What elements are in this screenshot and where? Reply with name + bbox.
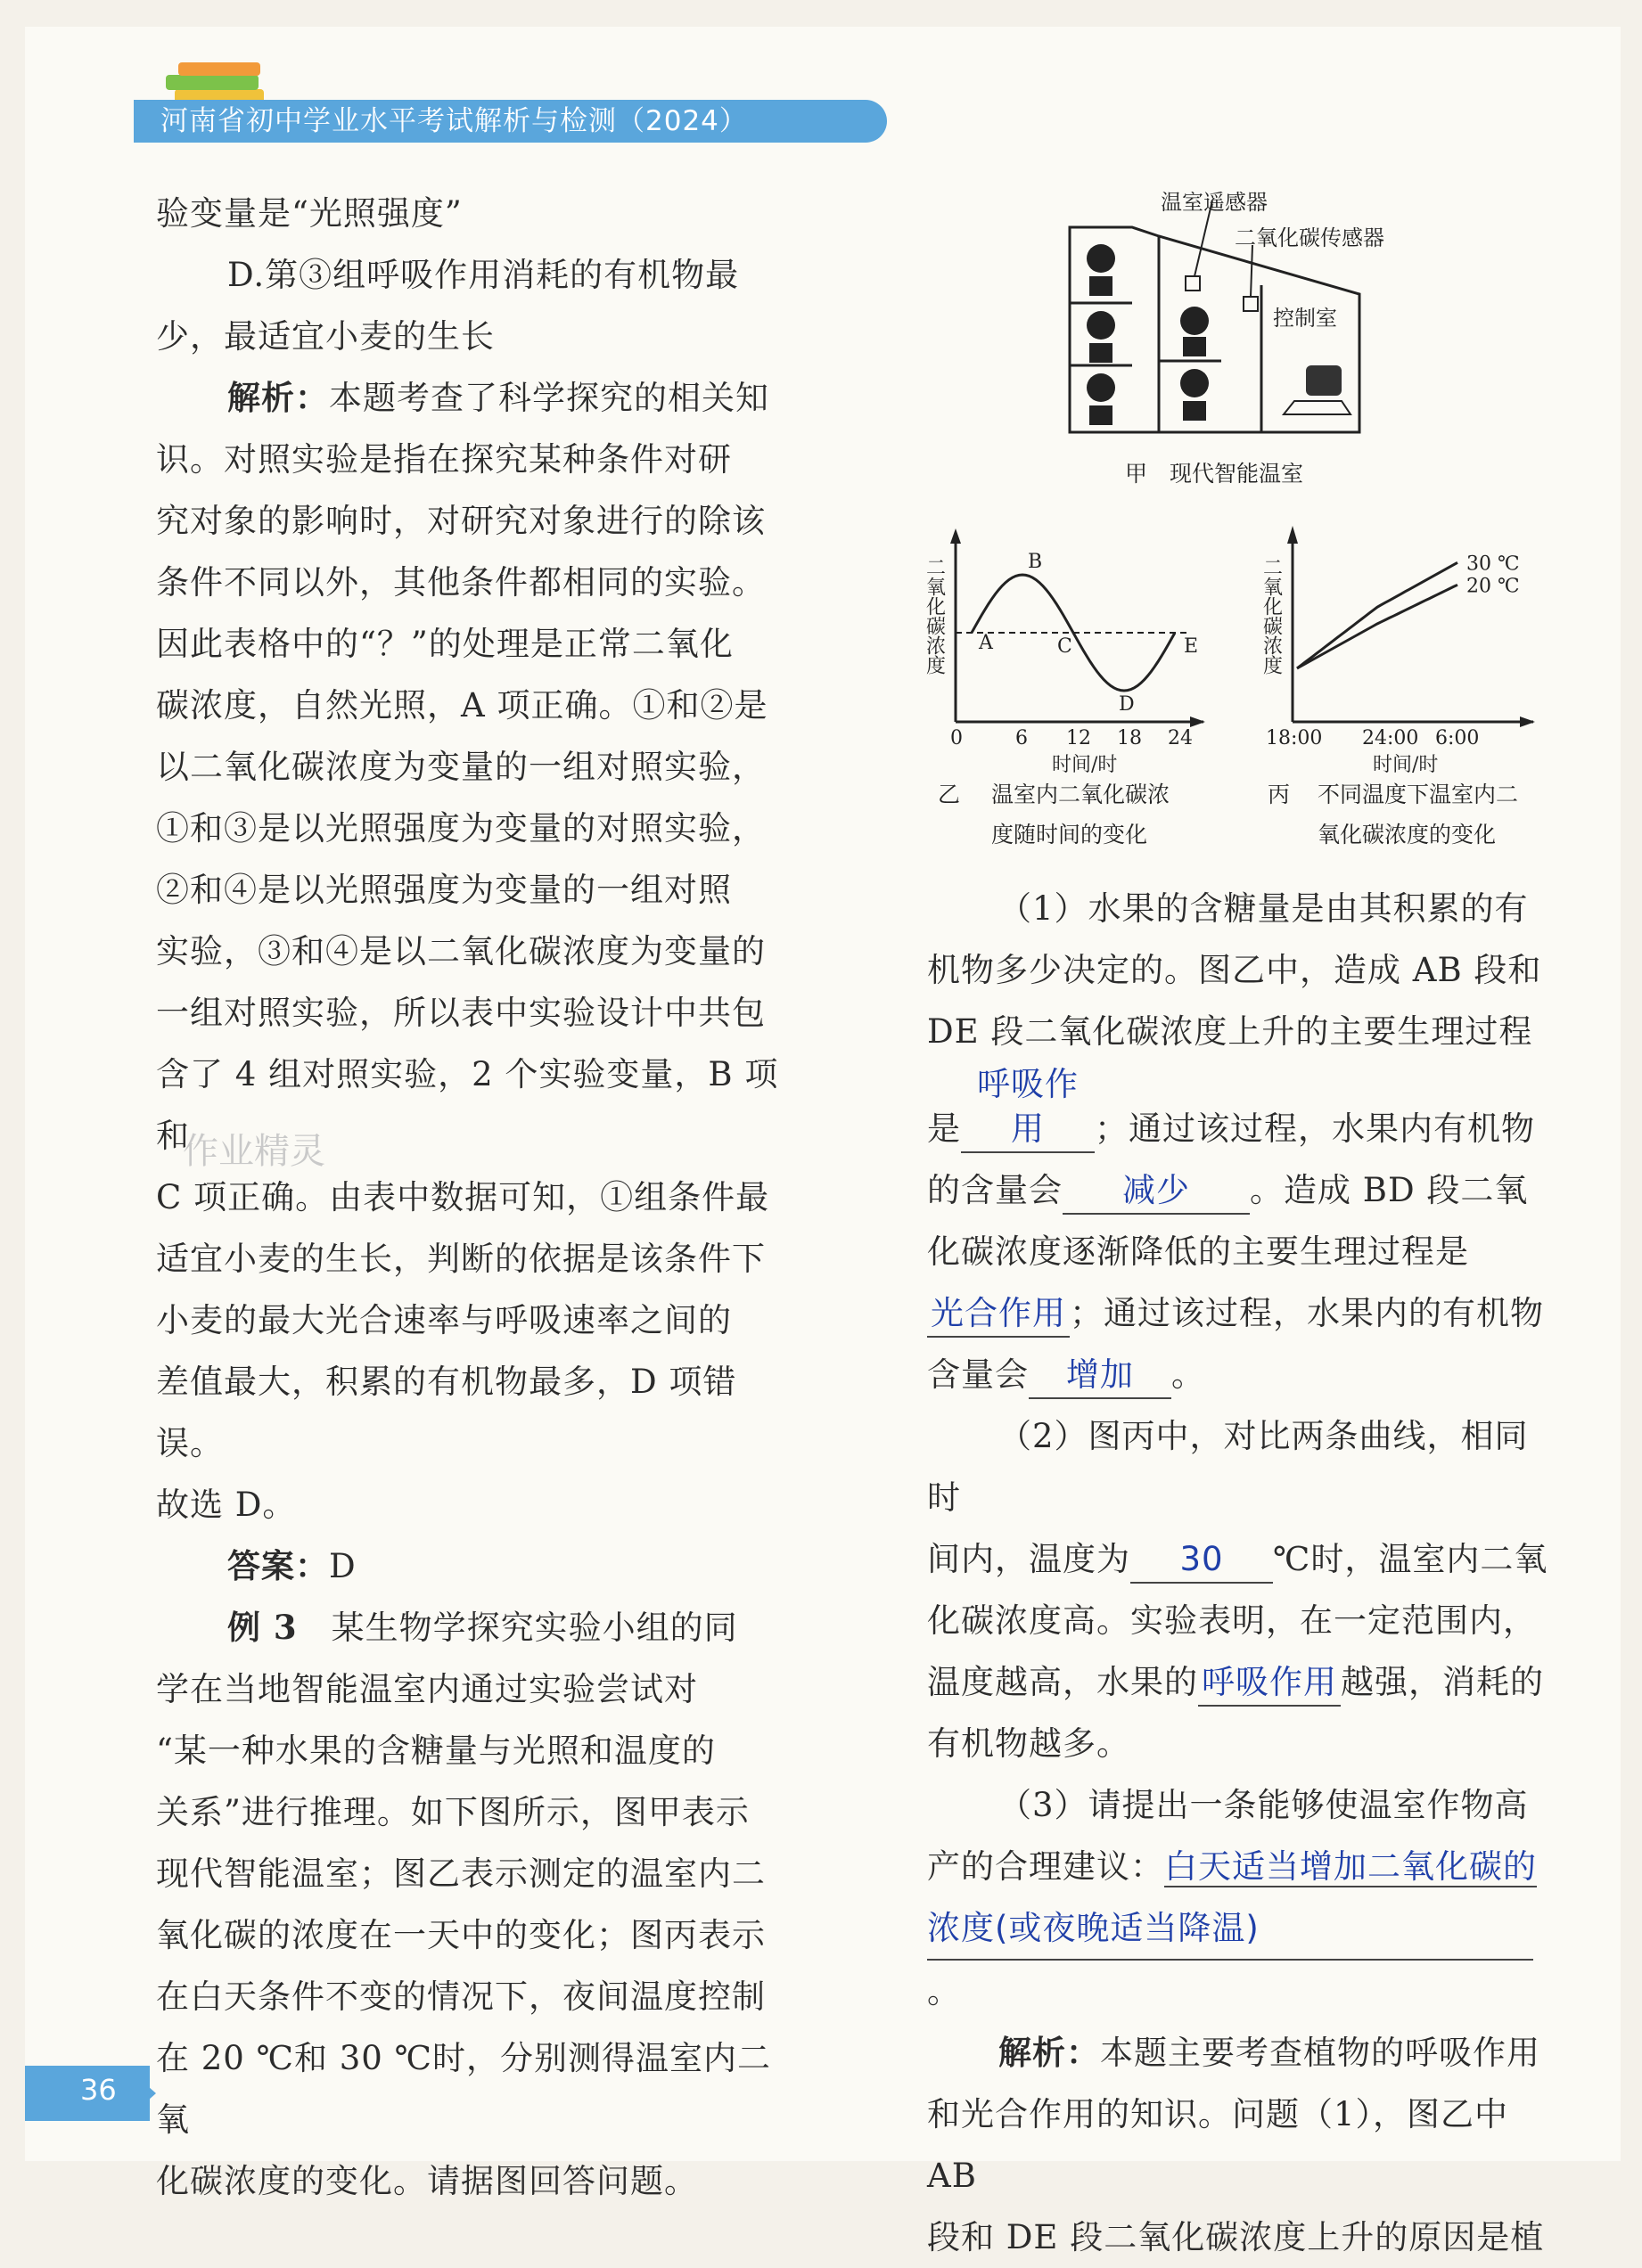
chart-yi — [918, 521, 1212, 860]
text-line — [927, 1897, 1551, 2022]
text-span: ；通过该过程，水果内的有机物 — [1070, 1294, 1544, 1332]
question-1: （1）水果的含糖量是由其积累的有 — [998, 889, 1529, 928]
point-label-a: A — [979, 632, 993, 654]
text-line: 在 20 ℃和 30 ℃时，分别测得温室内二氧 — [156, 2039, 771, 2139]
answer-blank-5: 30 — [1130, 1537, 1273, 1584]
text-line: 少，最适宜小麦的生长 — [156, 317, 495, 356]
watermark: 作业精灵 — [183, 1131, 325, 1172]
series-line-20c — [1297, 585, 1457, 668]
text-line: 段和 DE 段二氧化碳浓度上升的原因是植 — [927, 2218, 1545, 2256]
x-tick-label: 24:00 — [1362, 727, 1419, 749]
text-span: 的含量会 — [927, 1171, 1063, 1209]
text-line: 学在当地智能温室内通过实验尝试对 — [156, 1670, 698, 1708]
x-tick-label: 24 — [1168, 727, 1193, 749]
text-line — [927, 1651, 1551, 1713]
answer-blank-3: 光合作用 — [927, 1291, 1070, 1338]
text-line — [927, 1159, 1551, 1221]
point-label-c: C — [1057, 635, 1072, 658]
x-axis-label: 时间/时 — [1373, 754, 1439, 776]
right-column — [927, 878, 1551, 2268]
example-3 — [156, 1597, 780, 1658]
x-tick-label: 18:00 — [1266, 727, 1323, 749]
remote-sensor-label: 温室遥感器 — [1161, 192, 1268, 215]
text-line: 识。对照实验是指在探究某种条件对研 — [156, 440, 732, 479]
figure-jia — [1061, 192, 1391, 495]
text-line: 化碳浓度逐渐降低的主要生理过程是 — [927, 1232, 1469, 1271]
text-span: 某生物学探究实验小组的同 — [331, 1609, 738, 1647]
point-label-d: D — [1119, 693, 1135, 716]
answer-blank-4: 增加 — [1029, 1353, 1171, 1399]
text-span: 是 — [927, 1109, 961, 1148]
answer-blank-1: 呼吸作用 — [961, 1062, 1095, 1153]
text-line: 机物多少决定的。图乙中，造成 AB 段和 — [927, 951, 1542, 989]
x-tick-label: 12 — [1066, 727, 1091, 749]
text-line: 验变量是“光照强度” — [156, 194, 463, 233]
question-3: （3）请提出一条能够使温室作物高 — [998, 1786, 1529, 1824]
text-line: 差值最大，积累的有机物最多，D 项错误。 — [156, 1363, 737, 1462]
answer-blank-7: 白天适当增加二氧化碳的 — [1164, 1847, 1537, 1886]
question-2: （2）图丙中，对比两条曲线，相同时 — [927, 1417, 1529, 1517]
text-line: 化碳浓度的变化。请据图回答问题。 — [156, 2162, 698, 2200]
caption-prefix: 丙 — [1268, 782, 1291, 807]
caption-line: 氧化碳浓度的变化 — [1318, 822, 1497, 847]
text-line: “某一种水果的含糖量与光照和温度的 — [156, 1732, 716, 1770]
text-line: 条件不同以外，其他条件都相同的实验。 — [156, 563, 766, 602]
answer-blank-6: 呼吸作用 — [1198, 1660, 1341, 1707]
page-corner — [125, 2066, 156, 2121]
text-line: 一组对照实验，所以表中实验设计中共包 — [156, 994, 766, 1032]
analysis-paragraph — [156, 367, 780, 429]
remote-sensor-icon — [1186, 276, 1200, 291]
text-line: DE 段二氧化碳浓度上升的主要生理过程 — [927, 1012, 1533, 1051]
text-line — [927, 1528, 1551, 1590]
legend-label: 30 ℃ — [1466, 553, 1520, 576]
monitor-icon — [1306, 365, 1342, 396]
answer-blank-7-cont: 浓度(或夜晚适当降温) — [927, 1897, 1533, 1961]
caption-line: 温室内二氧化碳浓 — [991, 782, 1170, 807]
text-line: 和光合作用的知识。问题（1），图乙中 AB — [927, 2095, 1509, 2195]
series-line-30c — [1297, 562, 1457, 668]
text-line — [927, 1836, 1551, 1897]
analysis-paragraph — [927, 2022, 1551, 2084]
point-label-b: B — [1028, 551, 1043, 573]
y-axis-label: 二氧化碳浓度 — [1260, 557, 1283, 675]
text-line: 氧化碳的浓度在一天中的变化；图丙表示 — [156, 1916, 766, 1954]
point-label-e: E — [1184, 635, 1199, 658]
text-line: 化碳浓度高。实验表明，在一定范围内， — [927, 1601, 1537, 1640]
text-span: ；通过该过程，水果内有机物 — [1095, 1109, 1535, 1148]
text-line: 小麦的最大光合速率与呼吸速率之间的 — [156, 1301, 732, 1339]
text-line: 以二氧化碳浓度为变量的一组对照实验， — [156, 748, 766, 786]
text-line: 故选 D。 — [156, 1486, 297, 1524]
co2-sensor-icon — [1244, 297, 1258, 311]
analysis-label: 解析： — [998, 2033, 1100, 2072]
example-label: 例 3 — [227, 1608, 298, 1647]
text-span: 。 — [1171, 1355, 1205, 1394]
analysis-label: 解析： — [227, 378, 329, 417]
text-line — [927, 1062, 1551, 1159]
text-line: 在白天条件不变的情况下，夜间温度控制 — [156, 1977, 766, 2016]
answer-value: D — [329, 1547, 357, 1585]
option-d: D.第③组呼吸作用消耗的有机物最 — [227, 256, 740, 294]
answer-label: 答案： — [227, 1546, 329, 1585]
text-span: 含量会 — [927, 1355, 1029, 1394]
text-span: 间内，温度为 — [927, 1540, 1130, 1578]
x-axis-label: 时间/时 — [1052, 754, 1118, 776]
control-room-label: 控制室 — [1273, 306, 1337, 331]
text-span: ℃时，温室内二氧 — [1273, 1540, 1548, 1578]
text-line: 现代智能温室；图乙表示测定的温室内二 — [156, 1855, 766, 1893]
text-line: 实验，③和④是以二氧化碳浓度为变量的 — [156, 932, 766, 970]
x-tick-label: 0 — [950, 727, 963, 749]
text-line — [927, 1344, 1551, 1405]
x-tick-label: 18 — [1117, 727, 1142, 749]
text-line: ①和③是以光照强度为变量的对照实验， — [156, 809, 766, 847]
text-line: 适宜小麦的生长，判断的依据是该条件下 — [156, 1240, 766, 1278]
y-axis-label: 二氧化碳浓度 — [923, 557, 946, 675]
left-column — [156, 183, 780, 2212]
x-tick-label: 6 — [1015, 727, 1028, 749]
text-span: 越强，消耗的 — [1341, 1663, 1544, 1701]
answer-blank-2: 减少 — [1063, 1168, 1250, 1215]
text-line: 关系”进行推理。如下图所示，图甲表示 — [156, 1793, 750, 1831]
text-span: 。 — [927, 1972, 961, 2010]
x-tick-label: 6:00 — [1435, 727, 1480, 749]
chart-bing — [1257, 521, 1560, 860]
text-span: 本题考查了科学探究的相关知 — [329, 379, 769, 417]
page-number: 36 — [80, 2073, 117, 2107]
caption-line: 度随时间的变化 — [991, 822, 1148, 847]
text-line: 因此表格中的“？”的处理是正常二氧化 — [156, 625, 734, 663]
answer-line — [156, 1535, 780, 1597]
text-line: 究对象的影响时，对研究对象进行的除该 — [156, 502, 766, 540]
caption-prefix: 乙 — [938, 782, 961, 807]
figure-caption: 甲 现代智能温室 — [1125, 461, 1304, 487]
text-line: ②和④是以光照强度为变量的一组对照 — [156, 871, 732, 909]
plant-icon — [1087, 244, 1209, 425]
text-line: C 项正确。由表中数据可知，①组条件最 — [156, 1178, 770, 1216]
text-span: 。造成 BD 段二氧 — [1250, 1171, 1529, 1209]
legend-label: 20 ℃ — [1466, 575, 1520, 598]
text-line: 有机物越多。 — [927, 1724, 1130, 1763]
text-span: 温度越高，水果的 — [927, 1663, 1198, 1701]
text-line: 碳浓度，自然光照，A 项正确。①和②是 — [156, 686, 768, 725]
co2-sensor-label: 二氧化碳传感器 — [1235, 225, 1384, 250]
text-span: 本题主要考查植物的呼吸作用 — [1100, 2034, 1540, 2072]
caption-line: 不同温度下温室内二 — [1318, 782, 1519, 807]
header-title: 河南省初中学业水平考试解析与检测（2024） — [160, 105, 748, 137]
text-span: 产的合理建议： — [927, 1847, 1164, 1886]
text-line: 含了 4 组对照实验，2 个实验变量，B 项和 — [156, 1055, 779, 1155]
text-line — [927, 1282, 1551, 1344]
